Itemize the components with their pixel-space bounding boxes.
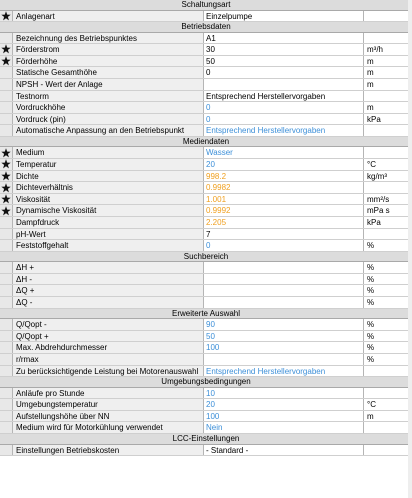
property-label: Aufstellungshöhe über NN [13,411,204,422]
row-marker [0,388,13,399]
property-unit: % [364,342,412,353]
property-unit: °C [364,399,412,410]
row-marker [0,274,13,285]
property-value-field[interactable] [204,79,364,90]
property-value-field[interactable]: Entsprechend Herstellervorgaben [204,366,364,377]
property-value-field[interactable]: 7 [204,229,364,240]
property-value-field[interactable] [204,285,364,296]
property-value-field[interactable]: - Standard - [204,445,364,456]
property-row[interactable] [0,366,412,378]
row-marker [0,297,13,308]
property-unit: % [364,319,412,330]
property-label: Anläufe pro Stunde [13,388,204,399]
row-marker [0,399,13,410]
property-row[interactable] [0,33,412,45]
row-marker [0,319,13,330]
property-row[interactable] [0,171,412,183]
row-marker [0,411,13,422]
property-label: ΔQ + [13,285,204,296]
property-value-field[interactable] [204,354,364,365]
property-row[interactable] [0,285,412,297]
property-label: pH-Wert [13,229,204,240]
row-marker [0,91,13,102]
property-label: Bezeichnung des Betriebspunktes [13,33,204,44]
property-label: Medium [13,147,204,158]
property-unit: % [364,274,412,285]
property-row[interactable] [0,411,412,423]
property-row[interactable] [0,182,412,194]
property-unit [364,147,412,158]
property-label: Umgebungstemperatur [13,399,204,410]
property-value-field[interactable]: 50 [204,56,364,67]
row-marker [0,125,13,136]
required-star-icon [0,159,13,170]
property-row[interactable] [0,147,412,159]
property-unit [364,445,412,456]
property-row[interactable] [0,388,412,400]
property-label: Feststoffgehalt [13,240,204,251]
property-row[interactable] [0,91,412,103]
vertical-scrollbar[interactable] [408,0,412,498]
row-marker [0,422,13,433]
property-label: Einstellungen Betriebskosten [13,445,204,456]
required-star-icon [0,147,13,158]
property-row[interactable] [0,125,412,137]
property-label: r/rmax [13,354,204,365]
property-value-field[interactable]: Nein [204,422,364,433]
property-unit [364,229,412,240]
property-value-field[interactable] [204,297,364,308]
property-value-field[interactable]: Wasser [204,147,364,158]
property-value-field[interactable]: Entsprechend Herstellervorgaben [204,125,364,136]
property-unit: kPa [364,114,412,125]
property-label: Medium wird für Motorkühlung verwendet [13,422,204,433]
property-row[interactable] [0,331,412,343]
property-unit [364,182,412,193]
property-row[interactable] [0,194,412,206]
row-marker [0,285,13,296]
property-label: Dichte [13,171,204,182]
row-marker [0,366,13,377]
property-unit [364,388,412,399]
property-row[interactable] [0,319,412,331]
property-value-field[interactable]: 0.9992 [204,205,364,216]
property-unit [364,125,412,136]
property-row[interactable] [0,422,412,434]
property-row[interactable] [0,399,412,411]
property-unit: % [364,262,412,273]
property-unit: °C [364,159,412,170]
property-value-field[interactable]: 0 [204,67,364,78]
property-value-field[interactable]: 100 [204,411,364,422]
property-unit: kg/m³ [364,171,412,182]
property-value-field[interactable]: 20 [204,159,364,170]
property-value-field[interactable]: Entsprechend Herstellervorgaben [204,91,364,102]
property-row[interactable] [0,205,412,217]
property-row[interactable] [0,102,412,114]
required-star-icon [0,171,13,182]
property-value-field[interactable]: 0.9982 [204,182,364,193]
property-row[interactable] [0,240,412,252]
property-value-field[interactable]: 100 [204,342,364,353]
property-unit: m [364,102,412,113]
row-marker [0,114,13,125]
property-label: Anlagenart [13,11,204,22]
property-unit [364,422,412,433]
property-value-field[interactable]: 1.001 [204,194,364,205]
row-marker [0,33,13,44]
row-marker [0,229,13,240]
property-value-field[interactable]: 90 [204,319,364,330]
section-header-betriebsdaten[interactable]: Betriebsdaten [0,22,412,33]
property-label: Dichteverhältnis [13,182,204,193]
property-label: Automatische Anpassung an den Betriebspunkt [13,125,204,136]
property-label: ΔH + [13,262,204,273]
required-star-icon [0,182,13,193]
property-label: Temperatur [13,159,204,170]
section-header-umgebungsbedingungen[interactable]: Umgebungsbedingungen [0,377,412,388]
property-label: Vordruck (pin) [13,114,204,125]
row-marker [0,354,13,365]
property-value-field[interactable]: 20 [204,399,364,410]
property-value-field[interactable]: 0 [204,102,364,113]
property-label: Dynamische Viskosität [13,205,204,216]
row-marker [0,342,13,353]
property-value-field[interactable]: 0 [204,114,364,125]
required-star-icon [0,194,13,205]
property-label: Testnorm [13,91,204,102]
property-value-field[interactable]: 50 [204,331,364,342]
property-unit: % [364,331,412,342]
row-marker [0,102,13,113]
required-star-icon [0,44,13,55]
required-star-icon [0,205,13,216]
section-header-suchbereich[interactable]: Suchbereich [0,252,412,263]
property-value-field[interactable]: 10 [204,388,364,399]
required-star-icon [0,56,13,67]
property-row[interactable] [0,56,412,68]
property-unit: % [364,240,412,251]
property-row[interactable] [0,67,412,79]
property-unit: mPa s [364,205,412,216]
property-label: Förderhöhe [13,56,204,67]
property-label: Förderstrom [13,44,204,55]
row-marker [0,217,13,228]
property-row[interactable] [0,217,412,229]
row-marker [0,240,13,251]
row-marker [0,79,13,90]
property-unit [364,11,412,22]
property-value-field[interactable] [204,262,364,273]
property-unit [364,91,412,102]
property-label: ΔQ - [13,297,204,308]
property-row[interactable] [0,44,412,56]
property-row[interactable] [0,274,412,286]
property-label: ΔH - [13,274,204,285]
property-value-field[interactable]: A1 [204,33,364,44]
property-unit: mm²/s [364,194,412,205]
section-header-lcc-einstellungen[interactable]: LCC-Einstellungen [0,434,412,445]
row-marker [0,262,13,273]
row-marker [0,445,13,456]
property-unit: m [364,56,412,67]
property-value-field[interactable]: 2.205 [204,217,364,228]
required-star-icon [0,11,13,22]
property-label: Max. Abdrehdurchmesser [13,342,204,353]
property-row[interactable] [0,262,412,274]
property-label: Q/Qopt - [13,319,204,330]
property-row[interactable] [0,445,412,457]
property-label: Dampfdruck [13,217,204,228]
property-row[interactable] [0,159,412,171]
property-unit: m³/h [364,44,412,55]
property-row[interactable] [0,354,412,366]
property-value-field[interactable]: 0 [204,240,364,251]
property-unit [364,366,412,377]
row-marker [0,331,13,342]
property-row[interactable] [0,11,412,23]
property-label: Q/Qopt + [13,331,204,342]
property-value-field[interactable]: 30 [204,44,364,55]
row-marker [0,67,13,78]
property-label: Viskosität [13,194,204,205]
property-unit: % [364,285,412,296]
property-row[interactable] [0,114,412,126]
property-unit: % [364,354,412,365]
property-unit: kPa [364,217,412,228]
property-label: Statische Gesamthöhe [13,67,204,78]
property-value-field[interactable] [204,274,364,285]
property-label: NPSH - Wert der Anlage [13,79,204,90]
section-header-schaltungsart[interactable]: Schaltungsart [0,0,412,11]
property-row[interactable] [0,297,412,309]
property-unit: m [364,79,412,90]
property-value-field[interactable]: 998.2 [204,171,364,182]
property-unit: m [364,67,412,78]
property-unit: m [364,411,412,422]
property-unit [364,33,412,44]
section-header-erweiterte-auswahl[interactable]: Erweiterte Auswahl [0,309,412,320]
property-unit: % [364,297,412,308]
section-header-mediendaten[interactable]: Mediendaten [0,137,412,148]
property-row[interactable] [0,342,412,354]
property-row[interactable] [0,79,412,91]
property-label: Vordruckhöhe [13,102,204,113]
property-value-field[interactable]: Einzelpumpe [204,11,364,22]
property-row[interactable] [0,229,412,241]
property-label: Zu berücksichtigende Leistung bei Motorenauswahl [13,366,204,377]
